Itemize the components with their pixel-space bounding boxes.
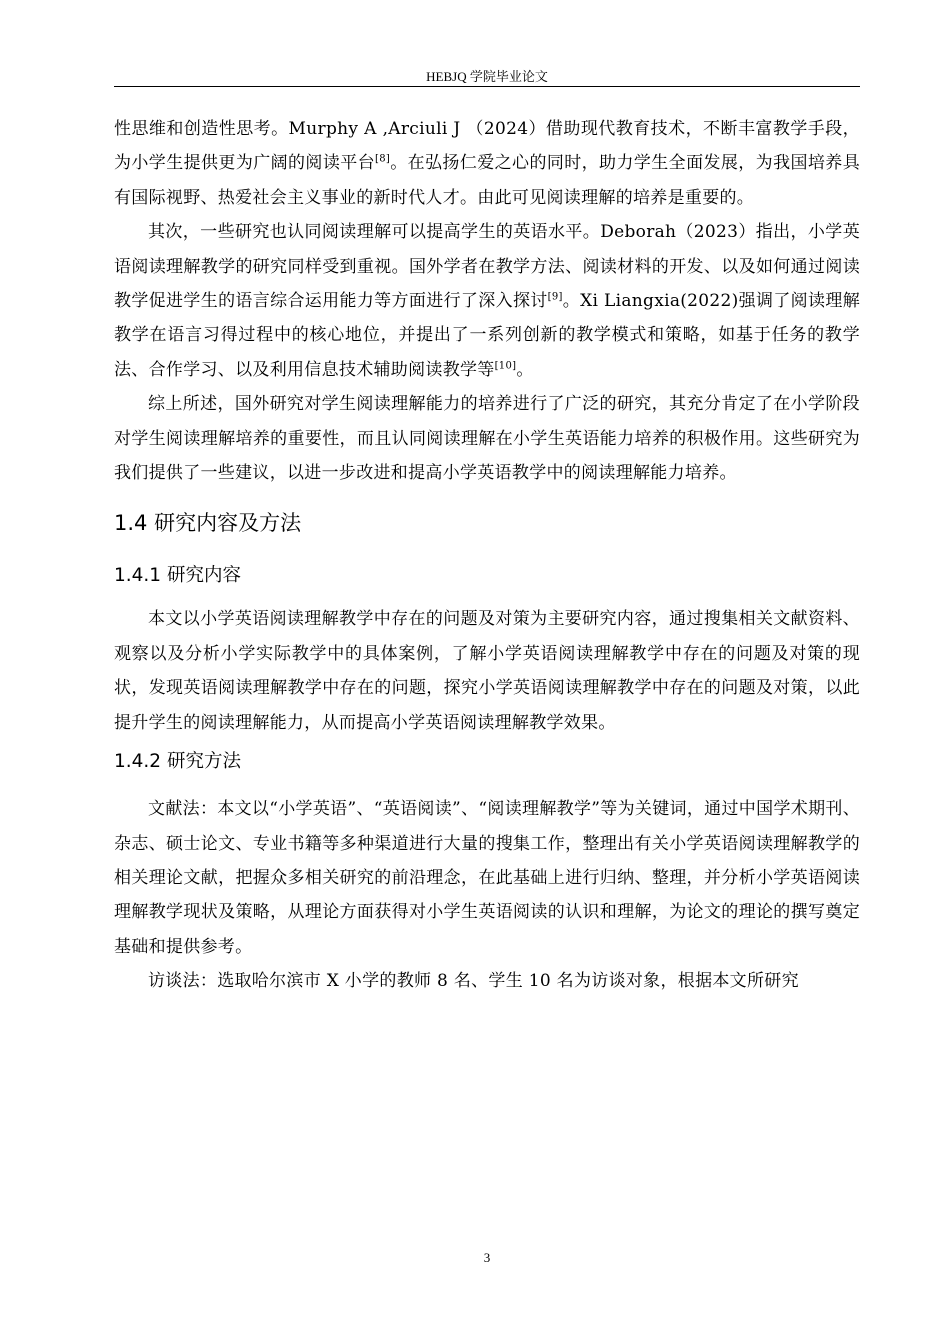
page-number: 3	[483, 1250, 491, 1265]
citation-10: [10]	[494, 360, 517, 372]
subsection-heading-1-4-2: 1.4.2 研究方法	[114, 751, 241, 773]
paragraph-3: 综上所述，国外研究对学生阅读理解能力的培养进行了广泛的研究，其充分肯定了在小学阶段对学生阅读理解培养的重要性，而且认同阅读理解在小学生英语能力培养的积极作用。这些研究为我们提供了一些建议，以进一步改进和提高小学英语教学中的阅读理解能力培养。	[114, 394, 860, 484]
paragraph-5: 文献法：本文以“小学英语”、“英语阅读”、“阅读理解教学”等为关键词，通过中国学术期刊、杂志、硕士论文、专业书籍等多种渠道进行大量的搜集工作，整理出有关小学英语阅读理解教学的相关理论文献，把握众多相关研究的前沿理念，在此基础上进行归纳、整理，并分析小学英语阅读理解教学现状及策略，从理论方面获得对小学生英语阅读的认识和理解，为论文的理论的撰写奠定基础和提供参考。	[114, 799, 860, 957]
citation-8: [8]	[375, 153, 391, 165]
paragraph-2: 其次，一些研究也认同阅读理解可以提高学生的英语水平。Deborah（2023）指出，小学英语阅读理解教学的研究同样受到重视。国外学者在教学方法、阅读材料的开发、以及如何通过阅读教学促进学生的语言综合运用能力等方面进行了深入探讨[9]。Xi Liangxia(2022)强调了阅读理解教学在语言习得过程中的核心地位，并提出了一系列创新的教学模式和策略，如基于任务的教学法、合作学习、以及利用信息技术辅助阅读教学等[10]。	[114, 222, 860, 380]
citation-9: [9]	[547, 291, 563, 303]
paragraph-1: 性思维和创造性思考。Murphy A ,Arciuli J （2024）借助现代教育技术，不断丰富教学手段，为小学生提供更为广阔的阅读平台[8]。在弘扬仁爱之心的同时，助力学生全面发展，为我国培养具有国际视野、热爱社会主义事业的新时代人才。由此可见阅读理解的培养是重要的。	[114, 119, 860, 208]
subsection-heading-1-4-1: 1.4.1 研究内容	[114, 565, 241, 587]
paragraph-4: 本文以小学英语阅读理解教学中存在的问题及对策为主要研究内容，通过搜集相关文献资料、观察以及分析小学实际教学中的具体案例，了解小学英语阅读理解教学中存在的问题及对策的现状，发现英语阅读理解教学中存在的问题，探究小学英语阅读理解教学中存在的问题及对策，以此提升学生的阅读理解能力，从而提高小学英语阅读理解教学效果。	[114, 609, 860, 733]
page-header: HEBJQ 学院毕业论文	[426, 69, 548, 84]
section-heading-1-4: 1.4 研究内容及方法	[114, 511, 302, 536]
page-body	[114, 112, 860, 999]
header-rule	[114, 86, 860, 87]
paragraph-6: 访谈法：选取哈尔滨市 X 小学的教师 8 名、学生 10 名为访谈对象，根据本文所研究	[148, 971, 799, 992]
